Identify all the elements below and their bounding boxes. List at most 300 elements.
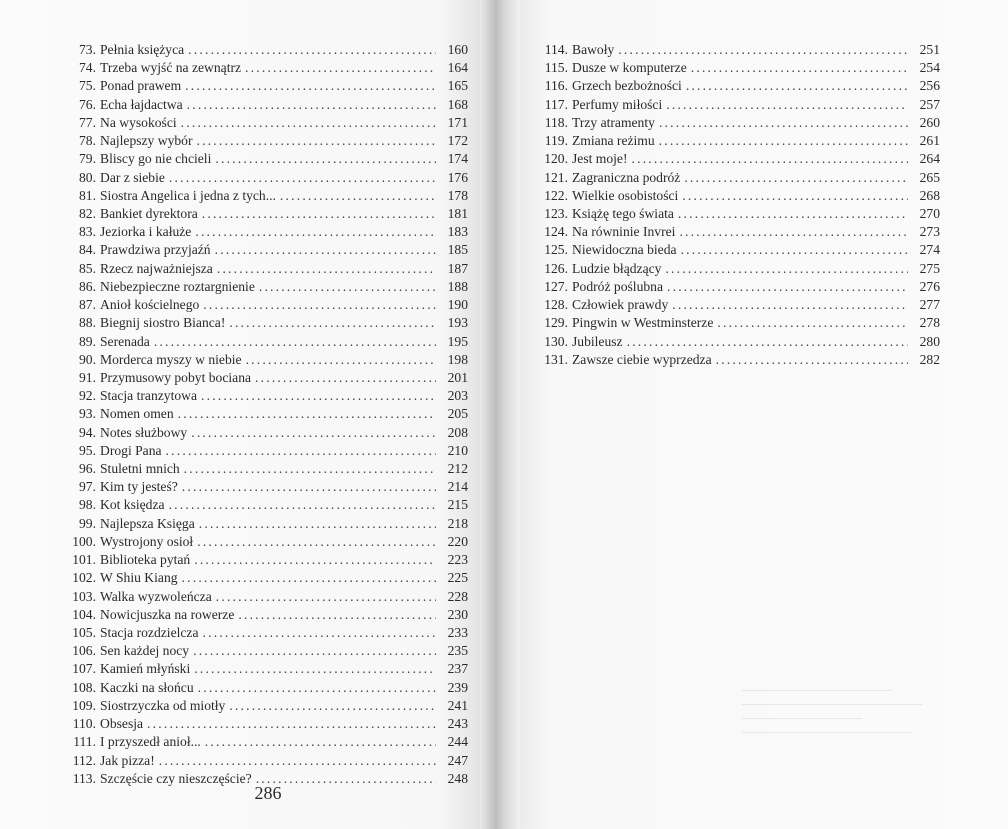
- toc-entry: [66, 241, 468, 259]
- toc-entry-page: 223: [447, 552, 468, 568]
- toc-entry-title: Kaczki na słońcu: [100, 679, 194, 695]
- toc-entry-page: 208: [447, 424, 468, 440]
- dot-leader: [195, 223, 436, 241]
- toc-entry: [538, 96, 940, 114]
- toc-entry-page: 273: [919, 224, 940, 240]
- toc-entry: [66, 606, 468, 624]
- toc-entry-page: 235: [447, 643, 468, 659]
- toc-entry: [538, 114, 940, 132]
- toc-entry-title: Najlepszy wybór: [100, 133, 193, 149]
- dot-leader: [216, 588, 436, 606]
- toc-entry-title: Bawoły: [572, 42, 615, 57]
- toc-entry-number: 127.: [544, 278, 568, 294]
- dot-leader: [666, 96, 908, 114]
- toc-entry-number: 99.: [79, 515, 96, 531]
- toc-entry: [66, 150, 468, 168]
- dot-leader: [259, 278, 436, 296]
- toc-entry: [538, 296, 940, 314]
- toc-entry-number: 84.: [79, 242, 96, 258]
- toc-entry-number: 97.: [79, 479, 96, 495]
- toc-entry-number: 102.: [72, 570, 96, 586]
- toc-entry: [66, 569, 468, 587]
- dot-leader: [166, 442, 436, 460]
- toc-entry: [66, 588, 468, 606]
- toc-entry-title: Jubileusz: [572, 333, 623, 349]
- toc-entry-number: 107.: [72, 661, 96, 677]
- toc-entry-number: 124.: [544, 224, 568, 240]
- toc-entry-page: 220: [447, 533, 468, 549]
- toc-entry-number: 75.: [79, 78, 96, 94]
- toc-entry-title: Człowiek prawdy: [572, 297, 669, 313]
- dot-leader: [154, 333, 436, 351]
- toc-entry-title: W Shiu Kiang: [100, 570, 178, 586]
- toc-entry-page: 228: [447, 588, 468, 604]
- dot-leader: [229, 314, 436, 332]
- toc-entry: [66, 679, 468, 697]
- toc-entry-title: Dusze w komputerze: [572, 60, 687, 76]
- dot-leader: [205, 733, 436, 751]
- toc-entry-page: 280: [919, 333, 940, 349]
- dot-leader: [203, 624, 437, 642]
- toc-entry-title: Prawdziwa przyjaźń: [100, 242, 211, 258]
- toc-entry: [66, 114, 468, 132]
- toc-entry: [538, 260, 940, 278]
- dot-leader: [191, 424, 436, 442]
- toc-entry: [538, 333, 940, 351]
- dot-leader: [665, 260, 908, 278]
- toc-entry-page: 193: [447, 315, 468, 331]
- toc-entry-page: 275: [919, 260, 940, 276]
- toc-entry-number: 81.: [79, 187, 96, 203]
- dot-leader: [632, 150, 909, 168]
- toc-entry-title: Ponad prawem: [100, 78, 182, 94]
- dot-leader: [188, 41, 436, 59]
- toc-entry: [538, 132, 940, 150]
- toc-entry: [538, 205, 940, 223]
- dot-leader: [245, 59, 436, 77]
- dot-leader: [672, 296, 908, 314]
- toc-entry-page: 165: [447, 78, 468, 94]
- toc-entry-page: 247: [447, 752, 468, 768]
- dot-leader: [691, 59, 908, 77]
- toc-entry-page: 265: [919, 169, 940, 185]
- toc-entry: [66, 351, 468, 369]
- toc-entry-number: 105.: [72, 625, 96, 640]
- toc-entry-number: 121.: [544, 169, 568, 185]
- toc-entry: [538, 187, 940, 205]
- toc-entry-title: Kot księdza: [100, 497, 165, 513]
- toc-entry: [66, 515, 468, 533]
- toc-entry-number: 125.: [544, 242, 568, 258]
- toc-entry: [66, 278, 468, 296]
- toc-entry-page: 260: [919, 114, 940, 130]
- toc-entry-number: 117.: [544, 96, 568, 112]
- toc-entry: [538, 77, 940, 95]
- toc-entry-title: I przyszedł anioł...: [100, 734, 201, 750]
- show-through-line: [742, 732, 912, 733]
- toc-entry-page: 244: [447, 734, 468, 750]
- dot-leader: [217, 260, 436, 278]
- dot-leader: [201, 387, 436, 405]
- toc-entry-number: 129.: [544, 315, 568, 331]
- toc-entry-page: 185: [447, 242, 468, 258]
- toc-entry-number: 108.: [72, 679, 96, 695]
- toc-entry-title: Ludzie błądzący: [572, 260, 662, 276]
- toc-entry: [538, 59, 940, 77]
- toc-entry-number: 94.: [79, 424, 96, 440]
- toc-entry-title: Trzy atramenty: [572, 114, 655, 130]
- toc-entry-number: 85.: [79, 260, 96, 276]
- toc-entry: [66, 369, 468, 387]
- dot-leader: [197, 533, 436, 551]
- dot-leader: [169, 496, 436, 514]
- toc-entry: [538, 241, 940, 259]
- toc-entry-title: Morderca myszy w niebie: [100, 351, 242, 367]
- toc-entry-number: 119.: [544, 133, 568, 149]
- toc-entry-number: 116.: [544, 78, 568, 94]
- toc-entry-page: 282: [919, 351, 940, 367]
- dot-leader: [627, 333, 908, 351]
- toc-entry-title: Szczęście czy nieszczęście?: [100, 770, 252, 786]
- toc-entry-title: Jak pizza!: [100, 752, 155, 768]
- toc-entry-number: 93.: [79, 406, 96, 422]
- dot-leader: [684, 169, 908, 187]
- toc-entry: [66, 96, 468, 114]
- toc-entry-page: 178: [447, 187, 468, 203]
- toc-entry-number: 86.: [79, 278, 96, 294]
- page-number: 286: [254, 783, 282, 803]
- toc-entry-title: Wielkie osobistości: [572, 187, 679, 203]
- toc-entry-page: 225: [447, 570, 468, 586]
- toc-entry-title: Siostra Angelica i jedna z tych...: [100, 187, 276, 203]
- toc-entry-page: 230: [447, 606, 468, 622]
- toc-entry-number: 74.: [79, 60, 96, 76]
- toc-entry-page: 237: [447, 661, 468, 677]
- toc-entry: [66, 405, 468, 423]
- toc-entry-number: 101.: [72, 552, 96, 568]
- dot-leader: [686, 77, 908, 95]
- toc-entry-number: 118.: [544, 114, 568, 130]
- dot-leader: [184, 460, 436, 478]
- toc-entry-number: 89.: [79, 333, 96, 349]
- toc-entry-number: 123.: [544, 205, 568, 221]
- dot-leader: [198, 679, 436, 697]
- toc-entry-number: 77.: [79, 114, 96, 130]
- toc-entry-title: Perfumy miłości: [572, 96, 663, 112]
- toc-entry-title: Anioł kościelnego: [100, 297, 200, 313]
- toc-entry-page: 205: [447, 406, 468, 422]
- toc-entry: [66, 496, 468, 514]
- toc-entry-number: 109.: [72, 697, 96, 713]
- dot-leader: [181, 114, 436, 132]
- toc-entry: [66, 660, 468, 678]
- toc-entry: [66, 424, 468, 442]
- toc-entry-page: 278: [919, 315, 940, 331]
- toc-entry: [66, 132, 468, 150]
- toc-entry-page: 264: [919, 151, 940, 167]
- toc-entry: [66, 697, 468, 715]
- toc-entry-title: Serenada: [100, 333, 150, 349]
- toc-entry-number: 82.: [79, 205, 96, 221]
- toc-entry-page: 277: [919, 297, 940, 313]
- toc-entry-number: 91.: [79, 369, 96, 385]
- dot-leader: [280, 187, 436, 205]
- toc-entry: [66, 752, 468, 770]
- toc-entry-page: 212: [447, 461, 468, 477]
- toc-entry-number: 113.: [72, 770, 96, 786]
- toc-entry-title: Trzeba wyjść na zewnątrz: [100, 60, 242, 76]
- dot-leader: [679, 223, 908, 241]
- show-through-line: [742, 690, 892, 691]
- toc-entry-title: Kamień młyński: [100, 661, 191, 677]
- toc-entry-page: 248: [447, 770, 468, 786]
- toc-entry-page: 190: [447, 297, 468, 313]
- toc-entry: [66, 624, 468, 642]
- toc-entry-title: Zawsze ciebie wyprzedza: [572, 351, 712, 367]
- toc-entry-page: 188: [447, 278, 468, 294]
- toc-entry-page: 164: [447, 60, 468, 76]
- toc-entry-title: Jeziorka i kałuże: [100, 224, 192, 240]
- toc-entry: [538, 351, 940, 369]
- toc-entry: [66, 223, 468, 241]
- toc-entry: [66, 187, 468, 205]
- toc-entry-number: 115.: [544, 60, 568, 76]
- toc-entry-title: Nomen omen: [100, 406, 174, 422]
- toc-entry-number: 79.: [79, 151, 96, 167]
- toc-entry-title: Bankiet dyrektora: [100, 205, 198, 221]
- toc-entry-number: 126.: [544, 260, 568, 276]
- toc-entry-title: Stuletni mnich: [100, 461, 180, 477]
- toc-entry-number: 131.: [544, 351, 568, 367]
- toc-entry-title: Wystrojony osioł: [100, 533, 194, 549]
- toc-entry-page: 274: [919, 242, 940, 258]
- toc-entry-number: 73.: [79, 42, 96, 57]
- toc-entry-page: 270: [919, 205, 940, 221]
- dot-leader: [202, 205, 436, 223]
- dot-leader: [159, 752, 436, 770]
- dot-leader: [199, 515, 436, 533]
- toc-entry-title: Pełnia księżyca: [100, 42, 185, 57]
- toc-entry: [66, 478, 468, 496]
- toc-entry-number: 106.: [72, 643, 96, 659]
- dot-leader: [203, 296, 436, 314]
- toc-entry: [538, 278, 940, 296]
- toc-entry: [66, 205, 468, 223]
- toc-entry-number: 96.: [79, 461, 96, 477]
- toc-entry: [66, 314, 468, 332]
- toc-entry: [66, 642, 468, 660]
- toc-entry: [66, 41, 468, 59]
- toc-entry-page: 251: [919, 42, 940, 57]
- dot-leader: [178, 405, 436, 423]
- toc-entry-number: 100.: [72, 533, 96, 549]
- toc-entry-title: Jest moje!: [572, 151, 628, 167]
- toc-entry-number: 76.: [79, 96, 96, 112]
- toc-entry-title: Biblioteka pytań: [100, 552, 191, 568]
- dot-leader: [169, 169, 436, 187]
- dot-leader: [716, 351, 908, 369]
- toc-entry-number: 78.: [79, 133, 96, 149]
- toc-entry-page: 218: [447, 515, 468, 531]
- toc-entry-page: 174: [447, 151, 468, 167]
- toc-entry-page: 176: [447, 169, 468, 185]
- dot-leader: [682, 187, 908, 205]
- toc-entry-number: 80.: [79, 169, 96, 185]
- toc-entry-number: 128.: [544, 297, 568, 313]
- toc-entry-title: Biegnij siostro Bianca!: [100, 315, 226, 331]
- toc-entry: [66, 333, 468, 351]
- toc-entry-page: 268: [919, 187, 940, 203]
- toc-entry-title: Najlepsza Księga: [100, 515, 195, 531]
- toc-entry: [66, 442, 468, 460]
- toc-entry-page: 256: [919, 78, 940, 94]
- toc-entry-page: 276: [919, 278, 940, 294]
- toc-entry-title: Grzech bezbożności: [572, 78, 682, 94]
- toc-entry-page: 195: [447, 333, 468, 349]
- toc-entry-title: Echa łajdactwa: [100, 96, 183, 112]
- toc-list-left: [66, 41, 468, 788]
- toc-entry-page: 201: [447, 369, 468, 385]
- dot-leader: [681, 241, 908, 259]
- toc-entry-title: Niebezpieczne roztargnienie: [100, 278, 255, 294]
- toc-entry-title: Notes służbowy: [100, 424, 188, 440]
- toc-entry-page: 233: [447, 625, 468, 640]
- toc-entry-title: Walka wyzwoleńcza: [100, 588, 212, 604]
- toc-entry: [538, 223, 940, 241]
- toc-entry-number: 130.: [544, 333, 568, 349]
- toc-entry-number: 114.: [544, 42, 568, 57]
- toc-entry-number: 104.: [72, 606, 96, 622]
- toc-entry-title: Sen każdej nocy: [100, 643, 190, 659]
- toc-entry-number: 98.: [79, 497, 96, 513]
- toc-entry-number: 87.: [79, 297, 96, 313]
- dot-leader: [678, 205, 908, 223]
- toc-entry: [66, 169, 468, 187]
- dot-leader: [193, 642, 436, 660]
- toc-entry-title: Pingwin w Westminsterze: [572, 315, 714, 331]
- show-through-line: [742, 704, 922, 705]
- toc-entry: [66, 551, 468, 569]
- toc-entry-page: 171: [447, 114, 468, 130]
- toc-entry-page: 187: [447, 260, 468, 276]
- toc-entry-title: Kim ty jesteś?: [100, 479, 178, 495]
- toc-entry-page: 214: [447, 479, 468, 495]
- toc-entry-number: 110.: [72, 716, 96, 732]
- toc-entry: [66, 733, 468, 751]
- toc-entry-page: 183: [447, 224, 468, 240]
- toc-entry-page: 172: [447, 133, 468, 149]
- toc-entry-page: 160: [447, 42, 468, 57]
- toc-entry-number: 83.: [79, 224, 96, 240]
- toc-entry-title: Nowicjuszka na rowerze: [100, 606, 235, 622]
- dot-leader: [717, 314, 908, 332]
- dot-leader: [215, 241, 436, 259]
- toc-entry-page: 210: [447, 442, 468, 458]
- dot-leader: [667, 278, 908, 296]
- toc-entry-title: Stacja tranzytowa: [100, 388, 198, 404]
- dot-leader: [215, 150, 436, 168]
- toc-entry-page: 243: [447, 716, 468, 732]
- dot-leader: [187, 96, 436, 114]
- toc-entry: [538, 41, 940, 59]
- toc-entry-page: 261: [919, 133, 940, 149]
- dot-leader: [147, 715, 436, 733]
- toc-entry-number: 95.: [79, 442, 96, 458]
- toc-entry-title: Obsesja: [100, 716, 144, 732]
- toc-entry: [66, 460, 468, 478]
- toc-entry-title: Niewidoczna bieda: [572, 242, 677, 258]
- toc-entry-number: 90.: [79, 351, 96, 367]
- dot-leader: [255, 369, 436, 387]
- toc-entry-title: Zagraniczna podróż: [572, 169, 681, 185]
- toc-entry-title: Na równinie Invrei: [572, 224, 676, 240]
- toc-entry-title: Zmiana reżimu: [572, 133, 655, 149]
- toc-entry: [66, 59, 468, 77]
- dot-leader: [185, 77, 436, 95]
- toc-entry-title: Dar z siebie: [100, 169, 165, 185]
- toc-entry-title: Bliscy go nie chcieli: [100, 151, 212, 167]
- toc-entry: [66, 260, 468, 278]
- dot-leader: [659, 132, 908, 150]
- toc-entry-page: 257: [919, 96, 940, 112]
- toc-entry-title: Książę tego świata: [572, 205, 674, 221]
- toc-entry: [66, 387, 468, 405]
- toc-entry: [538, 169, 940, 187]
- toc-entry-title: Podróż poślubna: [572, 278, 663, 294]
- dot-leader: [194, 551, 436, 569]
- toc-entry: [66, 533, 468, 551]
- dot-leader: [246, 351, 436, 369]
- toc-entry-number: 92.: [79, 388, 96, 404]
- show-through-line: [742, 718, 862, 719]
- dot-leader: [182, 478, 436, 496]
- toc-entry: [66, 77, 468, 95]
- toc-entry: [538, 150, 940, 168]
- dot-leader: [659, 114, 908, 132]
- toc-entry-number: 88.: [79, 315, 96, 331]
- dot-leader: [182, 569, 436, 587]
- dot-leader: [229, 697, 436, 715]
- toc-entry: [66, 296, 468, 314]
- toc-entry-page: 168: [447, 96, 468, 112]
- toc-entry: [66, 715, 468, 733]
- toc-entry-page: 239: [447, 679, 468, 695]
- toc-entry-page: 241: [447, 697, 468, 713]
- toc-entry-number: 103.: [72, 588, 96, 604]
- dot-leader: [197, 132, 437, 150]
- toc-entry-title: Przymusowy pobyt bociana: [100, 369, 252, 385]
- toc-entry: [538, 314, 940, 332]
- toc-entry-number: 112.: [72, 752, 96, 768]
- toc-entry-page: 181: [447, 205, 468, 221]
- toc-entry-title: Na wysokości: [100, 114, 177, 130]
- toc-entry-number: 120.: [544, 151, 568, 167]
- toc-entry-number: 122.: [544, 187, 568, 203]
- toc-entry-title: Stacja rozdzielcza: [100, 625, 199, 640]
- book-gutter: [480, 0, 520, 829]
- dot-leader: [238, 606, 436, 624]
- toc-list-right: [538, 41, 940, 369]
- toc-entry-page: 254: [919, 60, 940, 76]
- toc-entry-title: Siostrzyczka od miotły: [100, 697, 226, 713]
- toc-entry-page: 198: [447, 351, 468, 367]
- toc-entry-page: 215: [447, 497, 468, 513]
- dot-leader: [618, 41, 908, 59]
- toc-entry-title: Drogi Pana: [100, 442, 162, 458]
- toc-entry-number: 111.: [73, 734, 96, 750]
- dot-leader: [194, 660, 436, 678]
- toc-entry-page: 203: [447, 388, 468, 404]
